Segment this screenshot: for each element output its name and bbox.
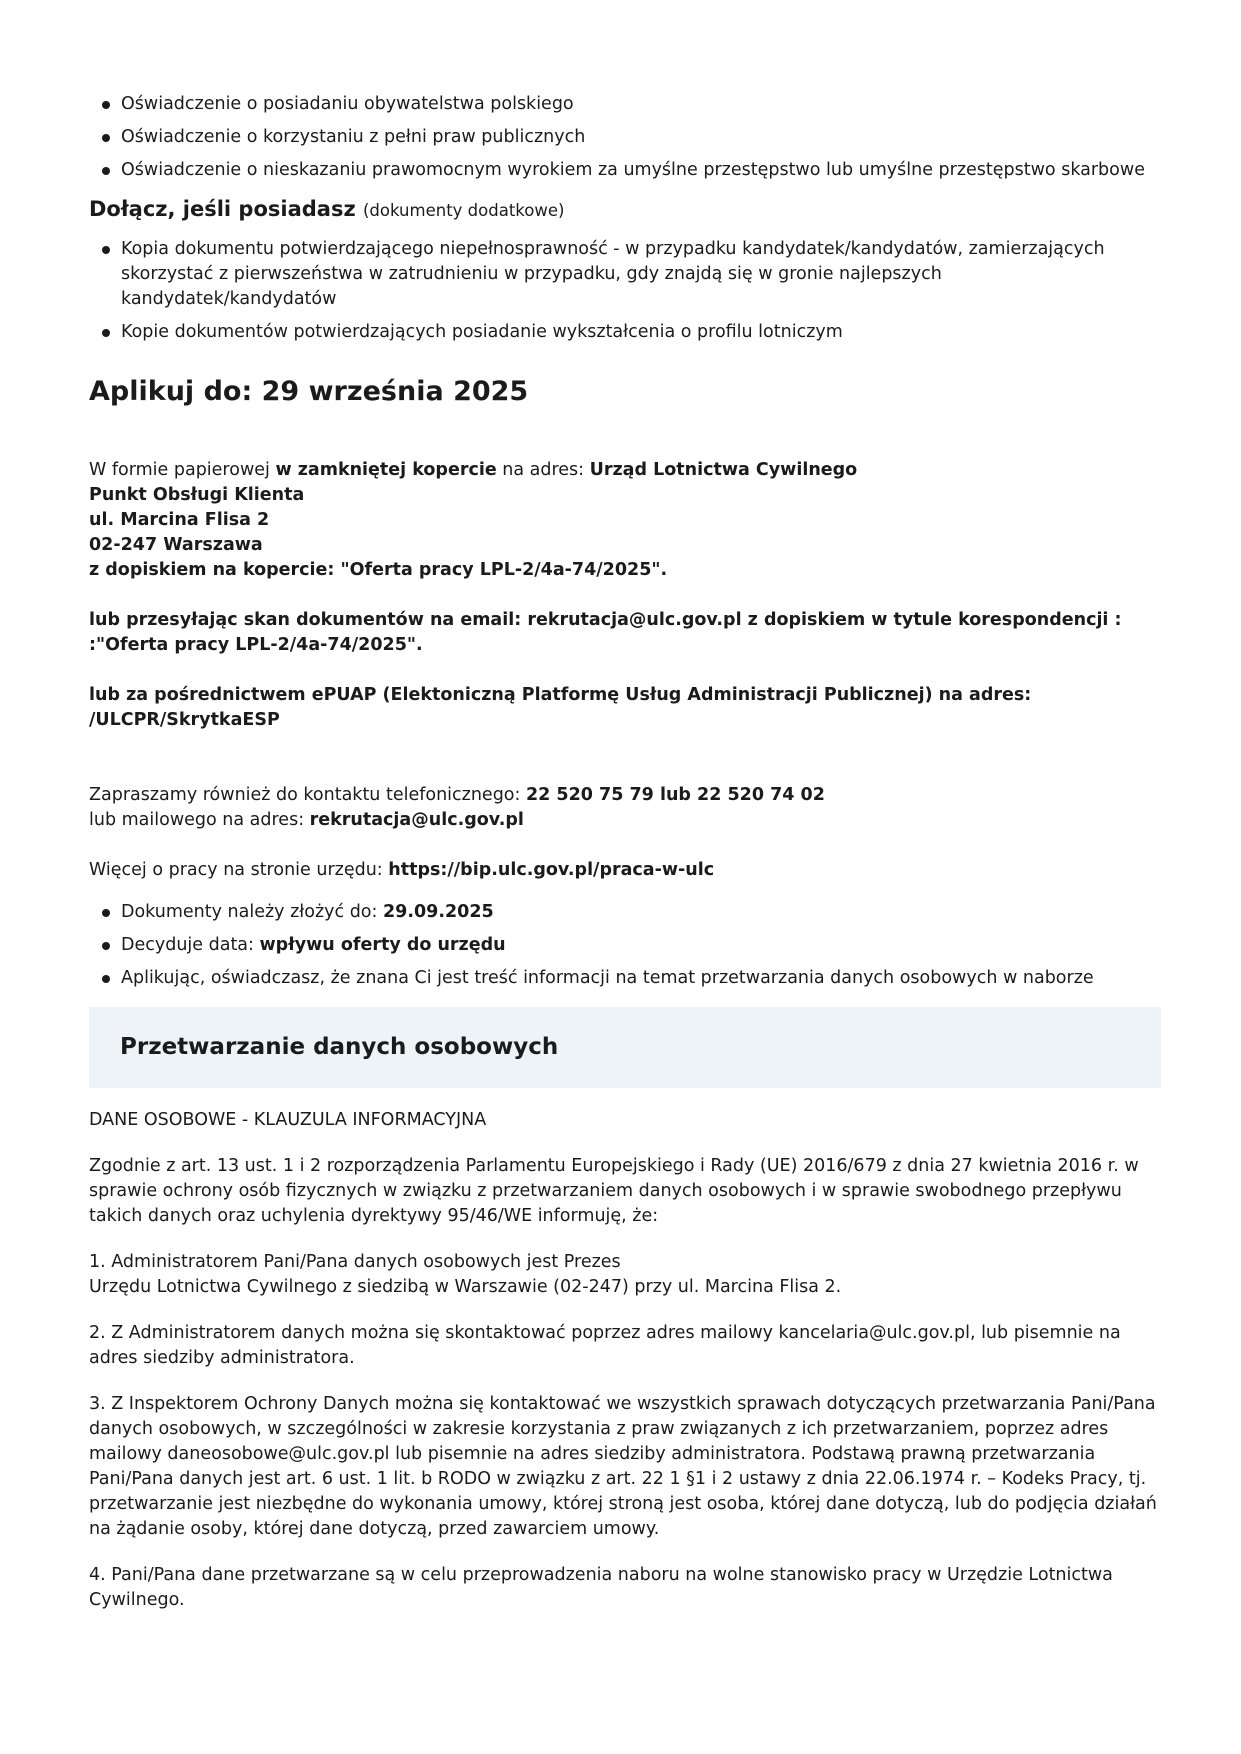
spacer [89, 758, 1161, 783]
mail-prefix: lub mailowego na adres: [89, 810, 310, 830]
page-content [89, 92, 1161, 1634]
deadline-prefix: Dokumenty należy złożyć do: [121, 902, 383, 922]
address-line [89, 508, 1161, 533]
address-line [89, 558, 1161, 583]
paper-bold: w zamkniętej kopercie [275, 460, 497, 480]
more-line [89, 858, 1161, 883]
rodo-intro: Zgodnie z art. 13 ust. 1 i 2 rozporządzenia Parlamentu Europejskiego i Rady (UE) 2016/679 z dnia 27 kwietnia 2016 r. w sprawie ochrony osób fizycznych w związku z przetwarzaniem danych osobowych i w sprawie swobodnego przepływu takich danych oraz uchylenia dyrektywy 95/46/WE informuję, że: [89, 1156, 1139, 1226]
list-item [89, 900, 1161, 925]
decides-prefix: Decyduje data: [121, 935, 260, 955]
address-office: Punkt Obsługi Klienta [89, 485, 305, 505]
decides-value: wpływu oferty do urzędu [259, 935, 506, 955]
rodo-point-4: 4. Pani/Pana dane przetwarzane są w celu przeprowadzenia naboru na wolne stanowisko pracy w Urzędzie Lotnictwa Cywilnego. [89, 1565, 1113, 1610]
address-line [89, 483, 1161, 508]
required-statements-list [89, 92, 1161, 183]
rodo-heading: Przetwarzanie danych osobowych [120, 1034, 559, 1060]
list-item: Kopia dokumentu potwierdzającego niepełnosprawność - w przypadku kandydatek/kandydatów, zamierzających skorzystać z pierwszeństwa w zatrudnieniu w przypadku, gdy znajdą się w gronie najlepszych kandydatek/kandydatów [89, 237, 1161, 312]
attach-heading [89, 197, 1161, 223]
deadline-date: 29.09.2025 [382, 902, 494, 922]
additional-documents-list [89, 237, 1161, 345]
list-item: Kopie dokumentów potwierdzających posiadanie wykształcenia o profilu lotniczym [89, 320, 1161, 345]
deadline-list [89, 900, 1161, 991]
rodo-point-1-line: Urzędu Lotnictwa Cywilnego z siedzibą w Warszawie (02-247) przy ul. Marcina Flisa 2. [89, 1277, 842, 1297]
list-item [89, 933, 1161, 958]
epuap-block [89, 683, 1161, 733]
phone-line [89, 783, 1161, 808]
attach-heading-text: Dołącz, jeśli posiadasz [89, 197, 356, 221]
rodo-point-2: 2. Z Administratorem danych można się skontaktować poprzez adres mailowy kancelaria@ulc.gov.pl, lub pisemnie na adres siedziby administratora. [89, 1323, 1121, 1368]
more-link[interactable]: https://bip.ulc.gov.pl/praca-w-ulc [388, 860, 715, 880]
address-institution: Urząd Lotnictwa Cywilnego [589, 460, 858, 480]
mail-address[interactable]: rekrutacja@ulc.gov.pl [309, 810, 524, 830]
mail-line [89, 808, 1161, 833]
more-info-block [89, 858, 1161, 883]
email-block [89, 608, 1161, 658]
phone-prefix: Zapraszamy również do kontaktu telefonicznego: [89, 785, 526, 805]
list-item: Oświadczenie o posiadaniu obywatelstwa polskiego [89, 92, 1161, 117]
more-prefix: Więcej o pracy na stronie urzędu: [89, 860, 389, 880]
email-line: lub przesyłając skan dokumentów na email: rekrutacja@ulc.gov.pl z dopiskiem w tytule korespondencji : [89, 610, 1122, 630]
paper-address-block [89, 458, 1161, 583]
phone-numbers: 22 520 75 79 lub 22 520 74 02 [525, 785, 825, 805]
paper-line [89, 458, 1161, 483]
epuap-address: /ULCPR/SkrytkaESP [89, 710, 280, 730]
address-line [89, 533, 1161, 558]
list-item: Aplikując, oświadczasz, że znana Ci jest treść informacji na temat przetwarzania danych osobowych w naborze [89, 966, 1161, 991]
apply-deadline-heading: Aplikuj do: 29 września 2025 [89, 376, 529, 407]
paper-mid: na adres: [496, 460, 590, 480]
contact-block [89, 783, 1161, 833]
rodo-clause [89, 1108, 1161, 1613]
email-line: :"Oferta pracy LPL-2/4a-74/2025". [89, 635, 423, 655]
epuap-line: lub za pośrednictwem ePUAP (Elektoniczną Platformę Usług Administracji Publicznej) na adres: [89, 685, 1032, 705]
address-street: ul. Marcina Flisa 2 [89, 510, 270, 530]
rodo-title: DANE OSOBOWE - KLAUZULA INFORMACYJNA [89, 1110, 487, 1130]
rodo-point-3: 3. Z Inspektorem Ochrony Danych można się kontaktować we wszystkich sprawach dotyczących przetwarzania Pani/Pana danych osobowych, w szczególności w zakresie korzystania z praw związanych z ich przetwarzaniem, poprzez adres mailowy daneosobowe@ulc.gov.pl lub pisemnie na adres siedziby administratora. Podstawą prawną przetwarzania Pani/Pana danych jest art. 6 ust. 1 lit. b RODO w związku z art. 22 1 §1 i 2 ustawy z dnia 22.06.1974 r. – Kodeks Pracy, tj. przetwarzanie jest niezbędne do wykonania umowy, której stroną jest osoba, której dane dotyczą, lub do podjęcia działań na żądanie osoby, której dane dotyczą, przed zawarciem umowy. [89, 1394, 1157, 1539]
attach-heading-note: (dokumenty dodatkowe) [363, 201, 565, 220]
rodo-point-1 [89, 1250, 1161, 1300]
paper-prefix: W formie papierowej [89, 460, 276, 480]
envelope-note: z dopiskiem na kopercie: "Oferta pracy LPL-2/4a-74/2025". [89, 560, 668, 580]
rodo-point-1-line: 1. Administratorem Pani/Pana danych osobowych jest Prezes [89, 1252, 621, 1272]
address-city: 02-247 Warszawa [89, 535, 263, 555]
rodo-section-header [89, 1007, 1161, 1088]
list-item: Oświadczenie o korzystaniu z pełni praw publicznych [89, 125, 1161, 150]
list-item: Oświadczenie o nieskazaniu prawomocnym wyrokiem za umyślne przestępstwo lub umyślne przestępstwo skarbowe [89, 158, 1161, 183]
